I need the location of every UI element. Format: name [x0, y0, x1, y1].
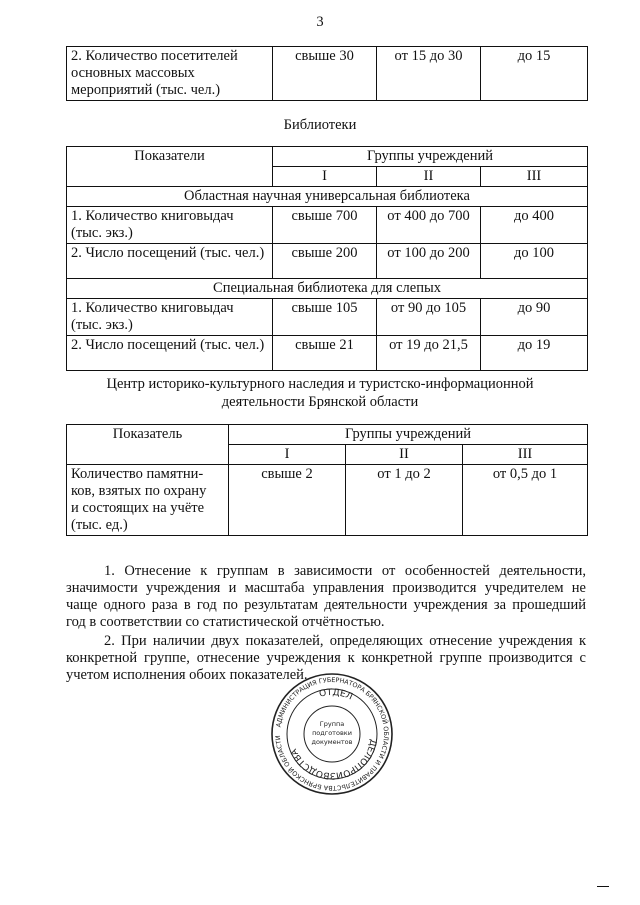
table-row	[67, 244, 588, 279]
note-line: конкретной группе, отнесение учреждения к конкретной группе производится с	[66, 650, 586, 666]
group-number-2: II	[346, 445, 463, 465]
row-label-line: и состоящих на учёте	[71, 500, 205, 516]
corner-mark	[597, 886, 609, 887]
table-row	[67, 465, 588, 536]
note-line: учетом исполнения обоих показателей.	[66, 667, 308, 683]
libraries-table	[66, 146, 588, 371]
group-2-value: от 19 до 21,5	[377, 336, 481, 371]
group-1-value: свыше 105	[273, 299, 377, 336]
row-label: 1. Количество книговыдач (тыс. экз.)	[67, 207, 273, 244]
header-row	[67, 425, 588, 445]
row-label: 2. Число посещений (тыс. чел.)	[67, 244, 273, 279]
group-2-value: от 15 до 30	[377, 47, 481, 101]
stamp-center-line-1: Группа	[319, 720, 345, 728]
heritage-table	[66, 424, 588, 536]
row-label: 1. Количество книговыдач (тыс. экз.)	[67, 299, 273, 336]
group-number-3: III	[463, 445, 588, 465]
stamp-department-name: ДЕЛОПРОИЗВОДСТВА	[289, 738, 378, 781]
row-label-line: ков, взятых по охрану	[71, 483, 207, 499]
row-label-line: Количество памятни-	[71, 466, 204, 482]
group-number-2: II	[377, 167, 481, 187]
group-1-value: свыше 200	[273, 244, 377, 279]
group-2-value: от 400 до 700	[377, 207, 481, 244]
note-line: чаще одного раза в год по результатам деятельности учреждения за прошедший	[66, 597, 586, 613]
note-paragraph-1	[66, 563, 586, 631]
note-line: 1. Отнесение к группам в зависимости от особенностей деятельности,	[104, 563, 586, 579]
group-3-value: до 15	[481, 47, 588, 101]
table-row	[67, 336, 588, 371]
group-3-value: до 90	[481, 299, 588, 336]
group-3-value: до 19	[481, 336, 588, 371]
row-label: 2. Число посещений (тыс. чел.)	[67, 336, 273, 371]
indicator-header: Показатель	[67, 425, 229, 465]
group-3-value: до 100	[481, 244, 588, 279]
official-stamp	[270, 672, 394, 796]
groups-header: Группы учреждений	[229, 425, 588, 445]
table-row	[67, 47, 588, 101]
row-label: 2. Количество посетителей основных массовых мероприятий (тыс. чел.)	[67, 47, 273, 101]
group-1-value: свыше 30	[273, 47, 377, 101]
group-1-value: свыше 700	[273, 207, 377, 244]
note-line: значимости учреждения и масштаба управления производится учредителем не	[66, 580, 586, 596]
group-2-value: от 1 до 2	[346, 465, 463, 536]
group-3-value: от 0,5 до 1	[463, 465, 588, 536]
header-row	[67, 147, 588, 167]
heritage-heading-line-2: деятельности Брянской области	[221, 394, 419, 410]
table-row	[67, 207, 588, 244]
page-number: 3	[316, 14, 324, 30]
table-row	[67, 299, 588, 336]
groups-header: Группы учреждений	[273, 147, 588, 167]
attendance-table	[66, 46, 588, 101]
note-line: год в соответствии со статистической отчётностью.	[66, 614, 385, 630]
libraries-heading: Библиотеки	[283, 117, 357, 133]
note-line: 2. При наличии двух показателей, определяющих отнесение учреждения к	[104, 633, 586, 649]
group-1-value: свыше 2	[229, 465, 346, 536]
section-row	[67, 187, 588, 207]
group-3-value: до 400	[481, 207, 588, 244]
row-label	[67, 465, 229, 536]
group-number-1: I	[229, 445, 346, 465]
indicators-header: Показатели	[67, 147, 273, 187]
stamp-center-line-2: подготовки	[312, 729, 352, 737]
stamp-center-line-3: документов	[311, 738, 353, 746]
section-title: Специальная библиотека для слепых	[67, 279, 588, 299]
group-number-3: III	[481, 167, 588, 187]
group-2-value: от 90 до 105	[377, 299, 481, 336]
group-1-value: свыше 21	[273, 336, 377, 371]
stamp-ring-text: АДМИНИСТРАЦИЯ ГУБЕРНАТОРА БРЯНСКОЙ ОБЛАСТИ И ПРАВИТЕЛЬСТВА БРЯНСКОЙ ОБЛАСТИ	[273, 675, 391, 793]
section-row	[67, 279, 588, 299]
group-2-value: от 100 до 200	[377, 244, 481, 279]
group-number-1: I	[273, 167, 377, 187]
stamp-department-word: ОТДЕЛ	[318, 687, 354, 703]
row-label-line: (тыс. ед.)	[71, 517, 128, 533]
heritage-heading-line-1: Центр историко-культурного наследия и туристско-информационной	[106, 376, 534, 392]
section-title: Областная научная универсальная библиотека	[67, 187, 588, 207]
